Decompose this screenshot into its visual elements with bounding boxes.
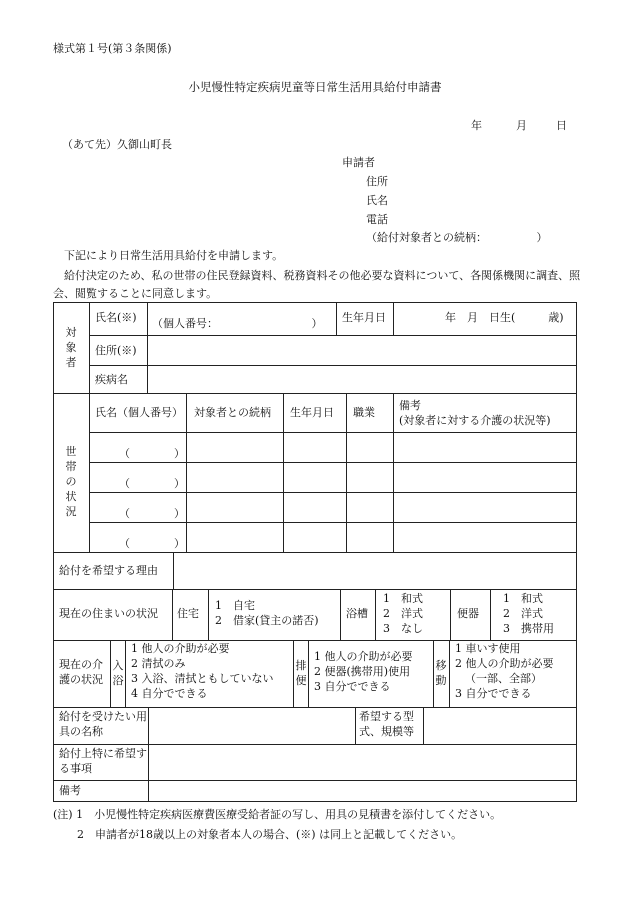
care-excretion-option-3: 3 自分でできる bbox=[314, 680, 391, 693]
equipment-name-label: 給付を受けたい用具の名称 bbox=[59, 710, 147, 738]
subject-disease-label: 疾病名 bbox=[95, 373, 128, 386]
reason-label: 給付を希望する理由 bbox=[59, 564, 158, 577]
toilet-option-2: 2 洋式 bbox=[503, 607, 543, 620]
care-bath-option-1: 1 他人の介助が必要 bbox=[131, 642, 230, 655]
bathtub-label: 浴槽 bbox=[346, 607, 368, 620]
toilet-option-1: 1 和式 bbox=[503, 592, 543, 605]
care-mobility-option-2-note: （一部、全部） bbox=[465, 672, 542, 685]
care-label: 現在の介護の状況 bbox=[59, 658, 103, 686]
care-excretion-option-1: 1 他人の介助が必要 bbox=[314, 650, 413, 663]
household-col-remarks-note: (対象者に対する介護の状況等) bbox=[399, 414, 551, 427]
date-month: 月 bbox=[516, 119, 527, 132]
applicant-address-label: 住所 bbox=[366, 175, 388, 188]
care-bath-option-2: 2 清拭のみ bbox=[131, 657, 186, 670]
bathtub-option-1: 1 和式 bbox=[383, 592, 423, 605]
intro-line-2: 給付決定のため、私の世帯の住民登録資料、税務資料その他必要な資料について、各関係機関に調査、照会、閲覧することに同意します。 bbox=[53, 269, 581, 300]
housing-label: 住宅 bbox=[177, 607, 199, 620]
toilet-option-3: 3 携帯用 bbox=[503, 622, 554, 635]
household-section-label: 世帯の状況 bbox=[65, 445, 77, 518]
care-bath-option-4: 4 自分でできる bbox=[131, 687, 208, 700]
toilet-label: 便器 bbox=[457, 607, 479, 620]
household-row-1-paren: （ ） bbox=[119, 447, 185, 460]
addressee: （あて先）久御山町長 bbox=[62, 138, 172, 151]
applicant-phone-label: 電話 bbox=[366, 213, 388, 226]
household-col-relation: 対象者との続柄 bbox=[194, 406, 271, 419]
subject-dob-label: 生年月日 bbox=[342, 311, 386, 324]
care-mobility-option-1: 1 車いす使用 bbox=[455, 642, 521, 655]
care-bath-option-3: 3 入浴、清拭ともしていない bbox=[131, 672, 274, 685]
subject-address-label: 住所(※) bbox=[95, 344, 137, 357]
date-year: 年 bbox=[471, 119, 482, 132]
residence-label: 現在の住まいの状況 bbox=[59, 607, 158, 620]
applicant-relation-label: （給付対象者との続柄： ） bbox=[366, 231, 548, 244]
note-1: (注) 1 小児慢性特定疾病医療費医療受給者証の写し、用具の見積書を添付してください。 bbox=[53, 808, 502, 821]
form-number: 様式第１号(第３条関係) bbox=[53, 42, 172, 55]
subject-personal-number: （個人番号： ） bbox=[152, 317, 323, 330]
note-2: 2 申請者が18歳以上の対象者本人の場合、(※) は同上と記載してください。 bbox=[77, 828, 463, 841]
household-col-occupation: 職業 bbox=[353, 406, 375, 419]
household-col-name: 氏名（個人番号） bbox=[95, 406, 183, 419]
care-mobility-label: 移動 bbox=[435, 659, 447, 687]
household-col-remarks: 備考 bbox=[399, 399, 421, 412]
household-row-3-paren: （ ） bbox=[119, 507, 185, 520]
date-day: 日 bbox=[556, 119, 567, 132]
remarks-label: 備考 bbox=[59, 784, 81, 797]
special-request-label: 給付上特に希望する事項 bbox=[59, 747, 147, 775]
equipment-model-label: 希望する型式、規模等 bbox=[359, 710, 414, 738]
housing-option-1: 1 自宅 bbox=[215, 599, 255, 612]
care-bath-label: 入浴 bbox=[112, 659, 124, 687]
household-col-dob: 生年月日 bbox=[290, 406, 334, 419]
intro-line-1: 下記により日常生活用具給付を申請します。 bbox=[64, 249, 284, 262]
application-form-table bbox=[53, 302, 577, 802]
form-title: 小児慢性特定疾病児童等日常生活用具給付申請書 bbox=[188, 80, 442, 94]
applicant-heading: 申請者 bbox=[342, 156, 375, 169]
subject-name-label: 氏名(※) bbox=[95, 311, 137, 324]
subject-dob-value: 年 月 日生( 歳) bbox=[445, 311, 564, 324]
care-excretion-label: 排便 bbox=[295, 659, 307, 687]
housing-option-2: 2 借家(貸主の諾否) bbox=[215, 614, 319, 627]
subject-section-label: 対象者 bbox=[65, 326, 77, 369]
applicant-name-label: 氏名 bbox=[366, 194, 388, 207]
household-row-4-paren: （ ） bbox=[119, 537, 185, 550]
care-mobility-option-3: 3 自分でできる bbox=[455, 687, 532, 700]
date-line bbox=[471, 119, 567, 134]
care-excretion-option-2: 2 便器(携帯用)使用 bbox=[314, 665, 411, 678]
care-mobility-option-2: 2 他人の介助が必要 bbox=[455, 657, 554, 670]
household-row-2-paren: （ ） bbox=[119, 477, 185, 490]
bathtub-option-2: 2 洋式 bbox=[383, 607, 423, 620]
bathtub-option-3: 3 なし bbox=[383, 622, 423, 635]
